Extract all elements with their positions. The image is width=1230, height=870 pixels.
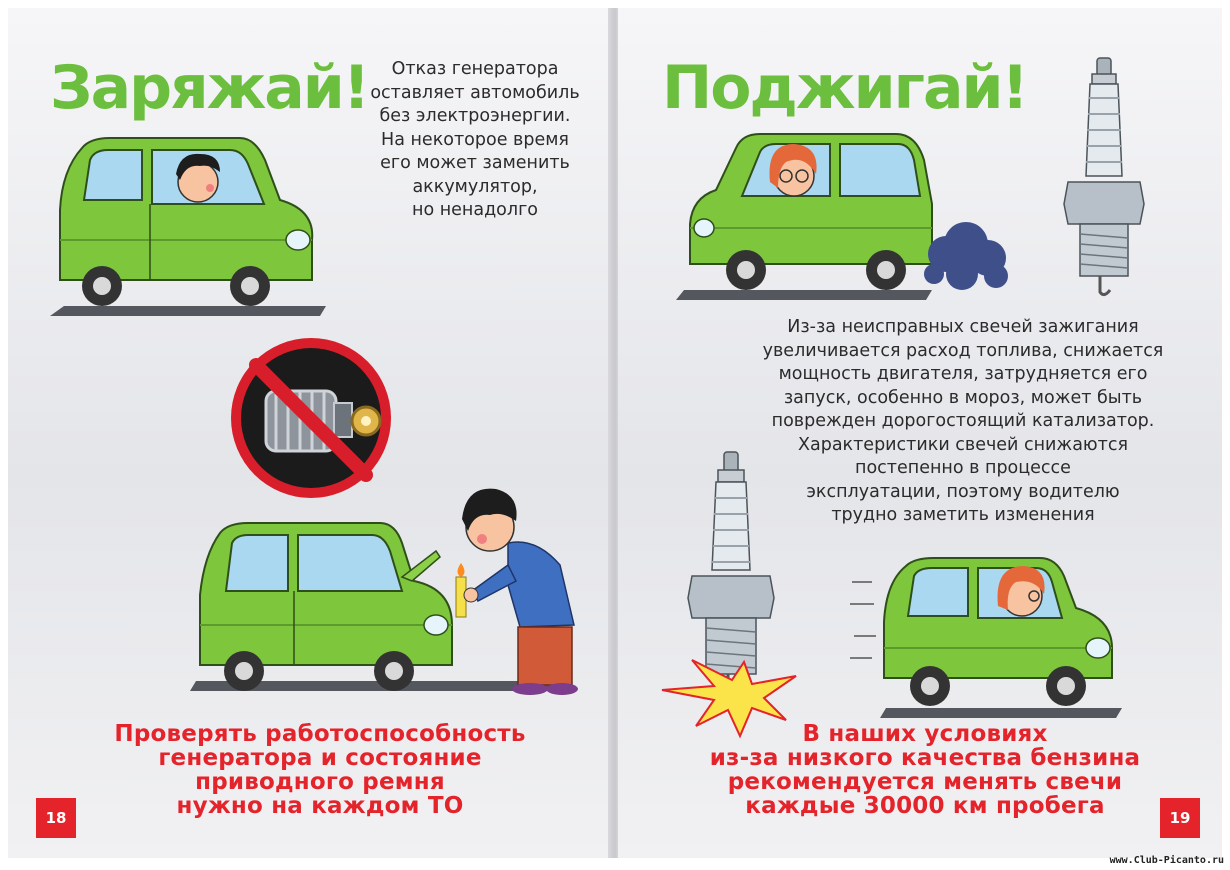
car-open-hood-boy-candle-illustration (190, 485, 580, 685)
moving-car-with-woman-illustration (850, 552, 1140, 722)
left-page-title: Заряжай! (50, 53, 369, 123)
spark-plug-icon (1064, 58, 1144, 298)
no-generator-sign-icon (226, 333, 396, 503)
left-page-number-badge: 18 (36, 798, 76, 838)
right-page-number-badge: 19 (1160, 798, 1200, 838)
car-with-woman-exhaust-illustration (676, 124, 1016, 304)
right-page-tip: В наших условиях из-за низкого качества бензина рекомендуется менять свечи каждые 30000 км пробега (709, 721, 1141, 819)
right-page-title: Поджигай! (662, 53, 1027, 123)
right-page-description: Из-за неисправных свечей зажигания увеличивается расход топлива, снижается мощность двигателя, затрудняется его запуск, особенно в мороз, может быть поврежден дорогостоящий катализатор. Характеристики свечей снижаются постепенно в процессе эксплуатации, поэтому водителю трудно заметить изменения (762, 317, 1164, 525)
watermark-text: www.Club-Picanto.ru (1109, 855, 1224, 866)
spark-plug-with-spark-icon (656, 452, 806, 742)
left-page-description: Отказ генератора оставляет автомобиль без электроэнергии. На некоторое время его может заменить аккумулятор, но ненадолго (370, 59, 580, 220)
car-with-boy-illustration (50, 130, 330, 320)
left-page-tip: Проверять работоспособность генератора и состояние приводного ремня нужно на каждом ТО (114, 721, 526, 819)
